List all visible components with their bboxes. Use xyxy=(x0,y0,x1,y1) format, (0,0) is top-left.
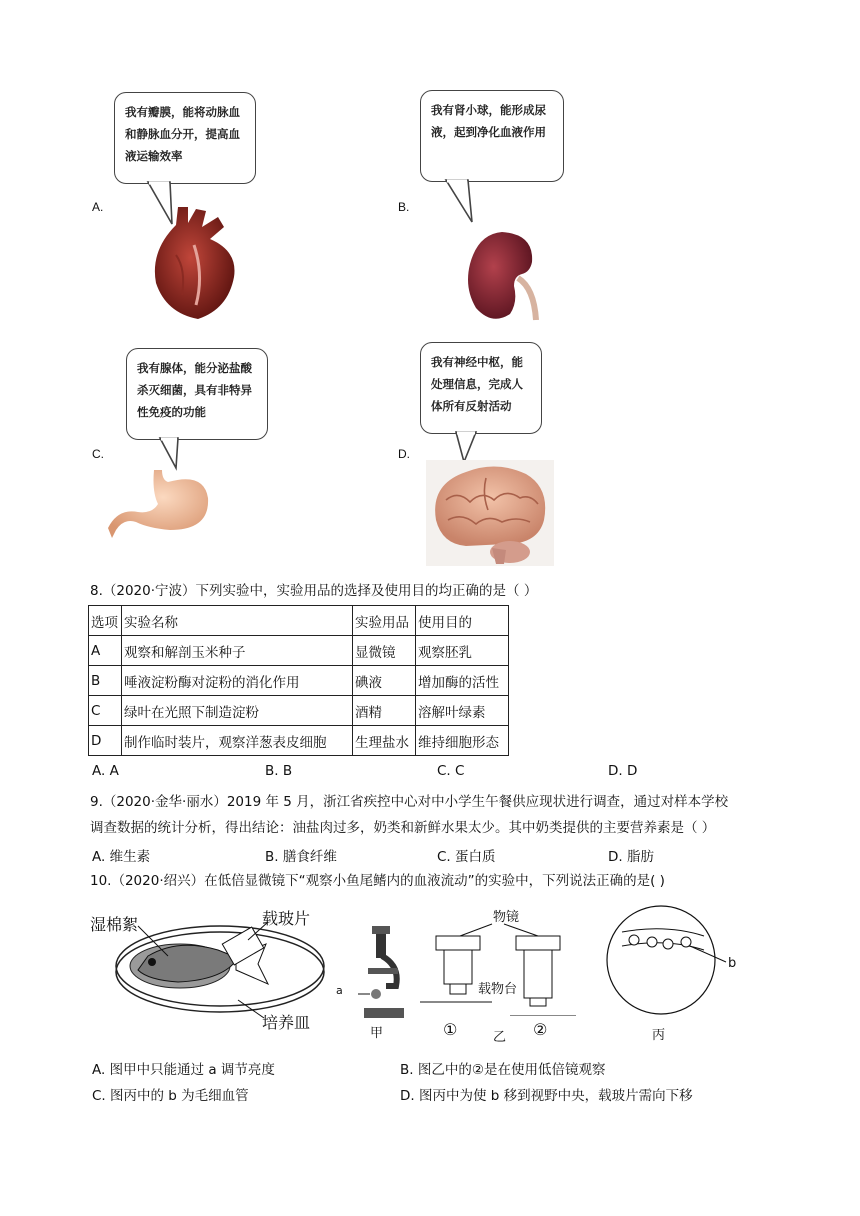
table-cell: 制作临时装片，观察洋葱表皮细胞 xyxy=(122,726,353,756)
label-slide: 载玻片 xyxy=(262,909,311,928)
label-petri-dish: 培养皿 xyxy=(262,1013,311,1032)
option-letter: D. xyxy=(398,447,410,461)
table-cell: 碘液 xyxy=(353,666,416,696)
table-cell: D xyxy=(89,726,122,756)
table-row xyxy=(89,726,509,756)
table-cell: 增加酶的活性 xyxy=(416,666,509,696)
table-header-row xyxy=(89,606,509,636)
heart-icon xyxy=(146,205,246,323)
choice-c[interactable]: C. 图丙中的 b 为毛细血管 xyxy=(92,1088,249,1104)
q8-stem: 8.（2020·宁波）下列实验中，实验用品的选择及使用目的均正确的是（ ） xyxy=(90,583,538,599)
choice-b[interactable]: B. 图乙中的②是在使用低倍镜观察 xyxy=(400,1062,606,1078)
table-cell: 观察和解剖玉米种子 xyxy=(122,636,353,666)
option-letter: B. xyxy=(398,200,410,214)
label-stage: 载物台 xyxy=(478,982,518,997)
label-jia: 甲 xyxy=(370,1026,384,1041)
choice-a[interactable]: A. 图甲中只能通过 a 调节亮度 xyxy=(92,1062,275,1078)
header-cell: 实验名称 xyxy=(122,606,353,636)
table-cell: C xyxy=(89,696,122,726)
header-cell: 使用目的 xyxy=(416,606,509,636)
bubble-tail xyxy=(440,178,490,226)
kidney-icon xyxy=(462,228,544,324)
table-cell: 溶解叶绿素 xyxy=(416,696,509,726)
table-cell: 酒精 xyxy=(353,696,416,726)
table-row xyxy=(89,636,509,666)
table-cell: 观察胚乳 xyxy=(416,636,509,666)
choice-b[interactable]: B. B xyxy=(265,763,293,779)
choice-c[interactable]: C. C xyxy=(437,763,465,779)
table-row xyxy=(89,666,509,696)
label-b: b xyxy=(728,956,737,971)
label-objective: 物镜 xyxy=(493,910,520,925)
q9-stem-line1: 9.（2020·金华·丽水）2019 年 5 月，浙江省疾控中心对中小学生午餐供应现状进行调查，通过对样本学校 xyxy=(90,794,729,810)
table-cell: 生理盐水 xyxy=(353,726,416,756)
label-two: ② xyxy=(533,1020,548,1039)
table-row xyxy=(89,696,509,726)
microscope-view-illustration xyxy=(606,902,746,1022)
q8-table xyxy=(88,605,509,756)
speech-bubble: 我有肾小球，能形成尿液，起到净化血液作用 xyxy=(420,90,564,182)
choice-d[interactable]: D. 图丙中为使 b 移到视野中央，载玻片需向下移 xyxy=(400,1088,693,1104)
label-one: ① xyxy=(443,1020,458,1039)
label-a: a xyxy=(336,984,343,997)
choice-d[interactable]: D. D xyxy=(608,763,638,779)
q10-stem: 10.（2020·绍兴）在低倍显微镜下“观察小鱼尾鳍内的血液流动”的实验中，下列说法正确的是( ) xyxy=(90,873,665,889)
speech-bubble: 我有腺体，能分泌盐酸杀灭细菌，具有非特异性免疫的功能 xyxy=(126,348,268,440)
table-cell: B xyxy=(89,666,122,696)
choice-d[interactable]: D. 脂肪 xyxy=(608,849,654,865)
brain-icon xyxy=(426,460,554,566)
q10-figure xyxy=(0,896,860,1046)
objective-lenses-illustration xyxy=(420,916,580,1016)
speech-bubble: 我有瓣膜，能将动脉血和静脉血分开，提高血液运输效率 xyxy=(114,92,256,184)
choice-a[interactable]: A. 维生素 xyxy=(92,849,151,865)
label-bing: 丙 xyxy=(652,1028,666,1043)
table-cell: 唾液淀粉酶对淀粉的消化作用 xyxy=(122,666,353,696)
choice-a[interactable]: A. A xyxy=(92,763,119,779)
fish-petri-dish-illustration xyxy=(108,910,348,1020)
microscope-icon xyxy=(356,926,408,1020)
table-cell: 维持细胞形态 xyxy=(416,726,509,756)
label-wet-cotton: 湿棉絮 xyxy=(90,915,139,934)
option-letter: C. xyxy=(92,447,104,461)
q9-stem-line2: 调查数据的统计分析，得出结论：油盐肉过多，奶类和新鲜水果太少。其中奶类提供的主要营养素是（ ） xyxy=(90,820,716,836)
table-cell: A xyxy=(89,636,122,666)
choice-c[interactable]: C. 蛋白质 xyxy=(437,849,496,865)
label-yi: 乙 xyxy=(493,1030,507,1045)
header-cell: 选项 xyxy=(89,606,122,636)
table-cell: 绿叶在光照下制造淀粉 xyxy=(122,696,353,726)
stomach-icon xyxy=(108,468,214,546)
speech-bubble: 我有神经中枢，能处理信息，完成人体所有反射活动 xyxy=(420,342,542,434)
header-cell: 实验用品 xyxy=(353,606,416,636)
option-letter: A. xyxy=(92,200,104,214)
table-cell: 显微镜 xyxy=(353,636,416,666)
bubble-tail xyxy=(156,436,196,472)
choice-b[interactable]: B. 膳食纤维 xyxy=(265,849,337,865)
